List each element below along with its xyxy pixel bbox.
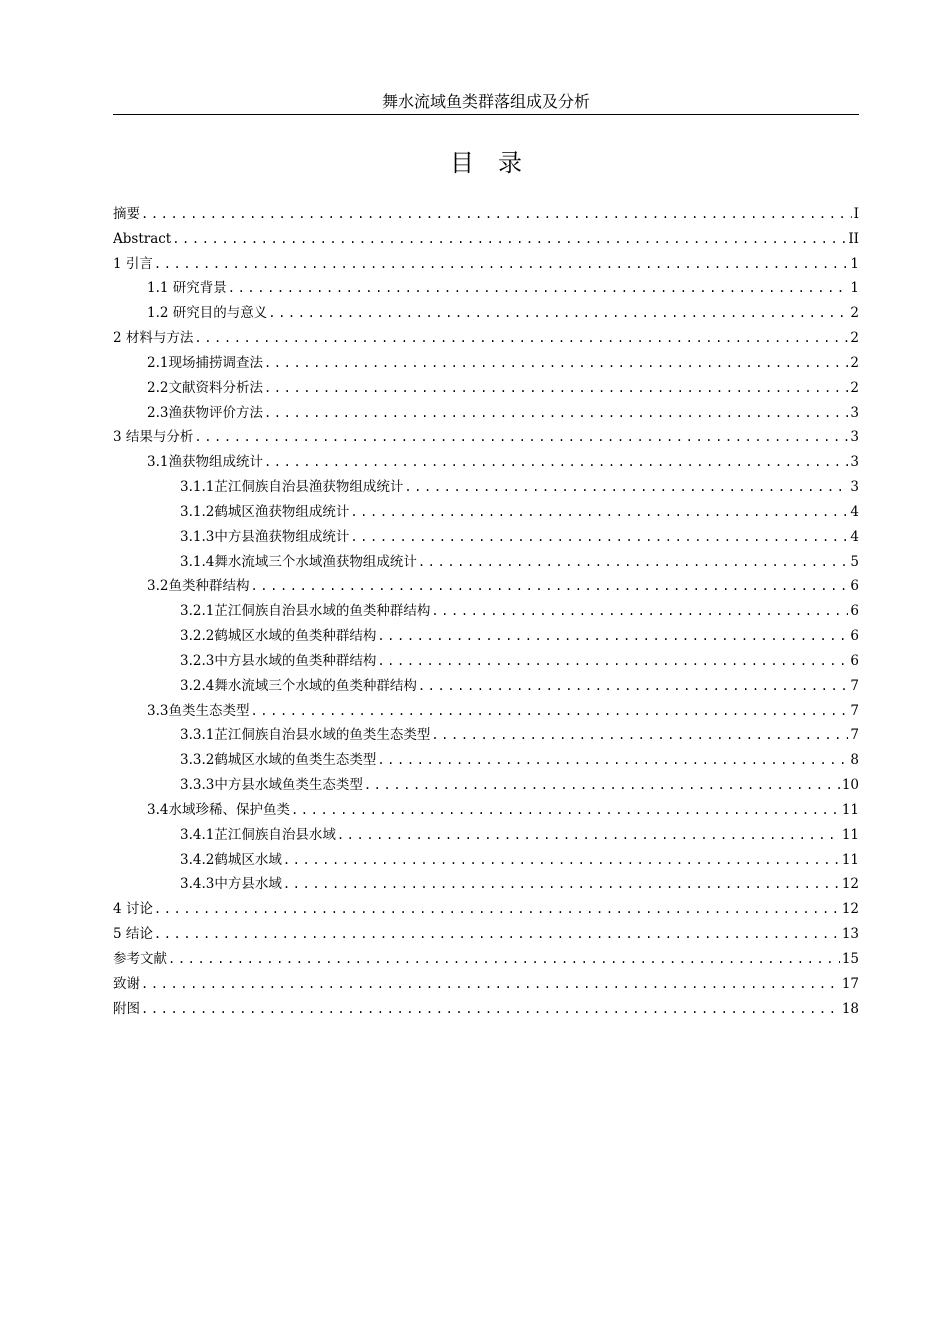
toc-dot-leader — [171, 227, 846, 252]
toc-entry-label: 3.3鱼类生态类型 — [147, 702, 250, 719]
toc-entry-label: 3.2.3中方县水域的鱼类种群结构 — [180, 652, 377, 669]
toc-dot-leader — [376, 649, 848, 674]
toc-entry-page-number: 6 — [850, 603, 859, 620]
toc-dot-leader — [417, 674, 849, 699]
toc-entry-page-number: 2 — [850, 379, 859, 396]
toc-dot-leader — [376, 748, 848, 773]
toc-dot-leader — [282, 848, 840, 873]
toc-entry-label: 3.1.3中方县渔获物组成统计 — [180, 528, 350, 545]
toc-dot-leader — [167, 947, 840, 972]
toc-dot-leader — [290, 798, 840, 823]
toc-entry-label: 3.1渔获物组成统计 — [147, 454, 263, 471]
toc-entry-page-number: 2 — [850, 330, 859, 347]
toc-entry[interactable] — [113, 922, 859, 947]
toc-entry[interactable] — [113, 401, 859, 426]
toc-entry-page-number: 3 — [850, 404, 859, 421]
toc-dot-leader — [430, 599, 848, 624]
toc-entry-page-number: 6 — [850, 628, 859, 645]
toc-entry-label: 3.2.4舞水流域三个水域的鱼类种群结构 — [180, 677, 417, 694]
toc-entry-page-number: 5 — [850, 553, 859, 570]
toc-entry-page-number: 15 — [841, 950, 859, 967]
toc-dot-leader — [249, 574, 848, 599]
toc-entry-page-number: 6 — [850, 578, 859, 595]
toc-entry[interactable] — [113, 227, 859, 252]
toc-dot-leader — [267, 301, 848, 326]
toc-entry[interactable] — [113, 699, 859, 724]
toc-entry[interactable] — [113, 674, 859, 699]
header-rule — [113, 114, 859, 115]
toc-entry[interactable] — [113, 276, 859, 301]
toc-dot-leader — [263, 376, 848, 401]
toc-entry[interactable] — [113, 574, 859, 599]
toc-entry-page-number: 11 — [841, 826, 859, 843]
toc-entry-page-number: 1 — [850, 255, 859, 272]
toc-entry[interactable] — [113, 599, 859, 624]
toc-entry-label: 4 讨论 — [113, 901, 153, 918]
toc-entry-label: 3.1.4舞水流域三个水域渔获物组成统计 — [180, 553, 417, 570]
toc-entry[interactable] — [113, 649, 859, 674]
toc-dot-leader — [349, 500, 848, 525]
toc-entry[interactable] — [113, 947, 859, 972]
toc-entry[interactable] — [113, 202, 859, 227]
toc-entry[interactable] — [113, 252, 859, 277]
toc-entry-page-number: 7 — [850, 677, 859, 694]
toc-entry[interactable] — [113, 897, 859, 922]
toc-entry-label: 2 材料与方法 — [113, 330, 194, 347]
toc-entry-page-number: 10 — [841, 777, 859, 794]
toc-entry[interactable] — [113, 798, 859, 823]
toc-entry-label: 2.1现场捕捞调查法 — [147, 354, 263, 371]
toc-entry-label: 3.2.1芷江侗族自治县水域的鱼类种群结构 — [180, 603, 431, 620]
toc-entry-page-number: 13 — [841, 926, 859, 943]
toc-dot-leader — [263, 351, 848, 376]
toc-dot-leader — [349, 525, 848, 550]
toc-entry-label: 3.3.1芷江侗族自治县水域的鱼类生态类型 — [180, 727, 431, 744]
toc-entry-page-number: 18 — [841, 1000, 859, 1017]
toc-entry[interactable] — [113, 525, 859, 550]
toc-entry-label: 3 结果与分析 — [113, 429, 194, 446]
toc-entry-page-number: 7 — [850, 702, 859, 719]
table-of-contents — [113, 202, 859, 1021]
toc-entry-label: 致谢 — [113, 975, 140, 992]
toc-entry[interactable] — [113, 624, 859, 649]
toc-dot-leader — [363, 773, 840, 798]
toc-entry[interactable] — [113, 376, 859, 401]
toc-entry[interactable] — [113, 425, 859, 450]
toc-entry-label: 3.1.2鹤城区渔获物组成统计 — [180, 503, 350, 520]
toc-entry-page-number: 6 — [850, 652, 859, 669]
toc-entry-page-number: 7 — [850, 727, 859, 744]
toc-entry-label: 2.2文献资料分析法 — [147, 379, 263, 396]
toc-entry-label: 3.2.2鹤城区水域的鱼类种群结构 — [180, 628, 377, 645]
toc-entry-page-number: 4 — [850, 503, 859, 520]
toc-entry-label: 附图 — [113, 1000, 140, 1017]
toc-entry[interactable] — [113, 748, 859, 773]
toc-dot-leader — [430, 723, 848, 748]
toc-entry-label: 2.3渔获物评价方法 — [147, 404, 263, 421]
toc-entry-page-number: 4 — [850, 528, 859, 545]
toc-entry-label: 3.2鱼类种群结构 — [147, 578, 250, 595]
toc-entry[interactable] — [113, 351, 859, 376]
toc-dot-leader — [153, 922, 840, 947]
toc-entry[interactable] — [113, 326, 859, 351]
toc-entry-page-number: 11 — [841, 801, 859, 818]
toc-entry-label: 5 结论 — [113, 926, 153, 943]
toc-dot-leader — [153, 252, 849, 277]
toc-entry[interactable] — [113, 550, 859, 575]
running-header-title: 舞水流域鱼类群落组成及分析 — [381, 92, 590, 111]
toc-dot-leader — [227, 276, 849, 301]
toc-entry-page-number: 8 — [850, 752, 859, 769]
toc-entry-page-number: 1 — [850, 280, 859, 297]
toc-entry-page-number: 3 — [850, 479, 859, 496]
toc-entry-page-number: 2 — [850, 305, 859, 322]
toc-entry-label: 3.4水域珍稀、保护鱼类 — [147, 801, 290, 818]
toc-dot-leader — [193, 326, 848, 351]
toc-entry[interactable] — [113, 723, 859, 748]
toc-dot-leader — [153, 897, 840, 922]
toc-entry-page-number: 11 — [841, 851, 859, 868]
toc-entry-label: 摘要 — [113, 206, 140, 222]
toc-dot-leader — [336, 823, 840, 848]
toc-dot-leader — [403, 475, 848, 500]
toc-entry[interactable] — [113, 972, 859, 997]
toc-entry-page-number: 17 — [841, 975, 859, 992]
toc-dot-leader — [417, 550, 849, 575]
toc-dot-leader — [282, 872, 840, 897]
toc-entry[interactable] — [113, 997, 859, 1022]
toc-dot-leader — [140, 997, 840, 1022]
toc-entry[interactable] — [113, 872, 859, 897]
toc-entry[interactable] — [113, 773, 859, 798]
toc-dot-leader — [376, 624, 848, 649]
toc-title: 目录 — [450, 149, 546, 177]
toc-entry-label: 3.3.3中方县水域鱼类生态类型 — [180, 777, 363, 794]
toc-entry[interactable] — [113, 500, 859, 525]
toc-entry-label: 3.3.2鹤城区水域的鱼类生态类型 — [180, 752, 377, 769]
toc-entry-page-number: 12 — [841, 901, 859, 918]
toc-entry-label: 参考文献 — [113, 950, 167, 967]
toc-entry-label: 3.4.2鹤城区水域 — [180, 851, 282, 868]
toc-entry-page-number: 3 — [850, 429, 859, 446]
toc-entry[interactable] — [113, 450, 859, 475]
toc-dot-leader — [193, 425, 848, 450]
toc-entry-page-number: 3 — [850, 454, 859, 471]
toc-dot-leader — [140, 972, 840, 997]
toc-entry-label: 3.4.3中方县水域 — [180, 876, 282, 893]
toc-entry-label: Abstract — [113, 230, 172, 247]
toc-dot-leader — [263, 401, 848, 426]
toc-entry[interactable] — [113, 301, 859, 326]
toc-entry-label: 1.1 研究背景 — [147, 280, 227, 297]
toc-entry[interactable] — [113, 848, 859, 873]
toc-dot-leader — [249, 699, 848, 724]
toc-entry-label: 1 引言 — [113, 255, 153, 272]
toc-dot-leader — [263, 450, 848, 475]
toc-entry-label: 3.1.1芷江侗族自治县渔获物组成统计 — [180, 479, 404, 496]
toc-entry-page-number: I — [853, 206, 859, 222]
toc-entry-page-number: 2 — [850, 354, 859, 371]
toc-entry-page-number: II — [848, 230, 859, 247]
toc-entry-label: 1.2 研究目的与意义 — [147, 305, 268, 322]
toc-entry[interactable] — [113, 475, 859, 500]
toc-entry-page-number: 12 — [841, 876, 859, 893]
toc-entry-label: 3.4.1芷江侗族自治县水域 — [180, 826, 336, 843]
toc-entry[interactable] — [113, 823, 859, 848]
toc-dot-leader — [140, 202, 852, 227]
